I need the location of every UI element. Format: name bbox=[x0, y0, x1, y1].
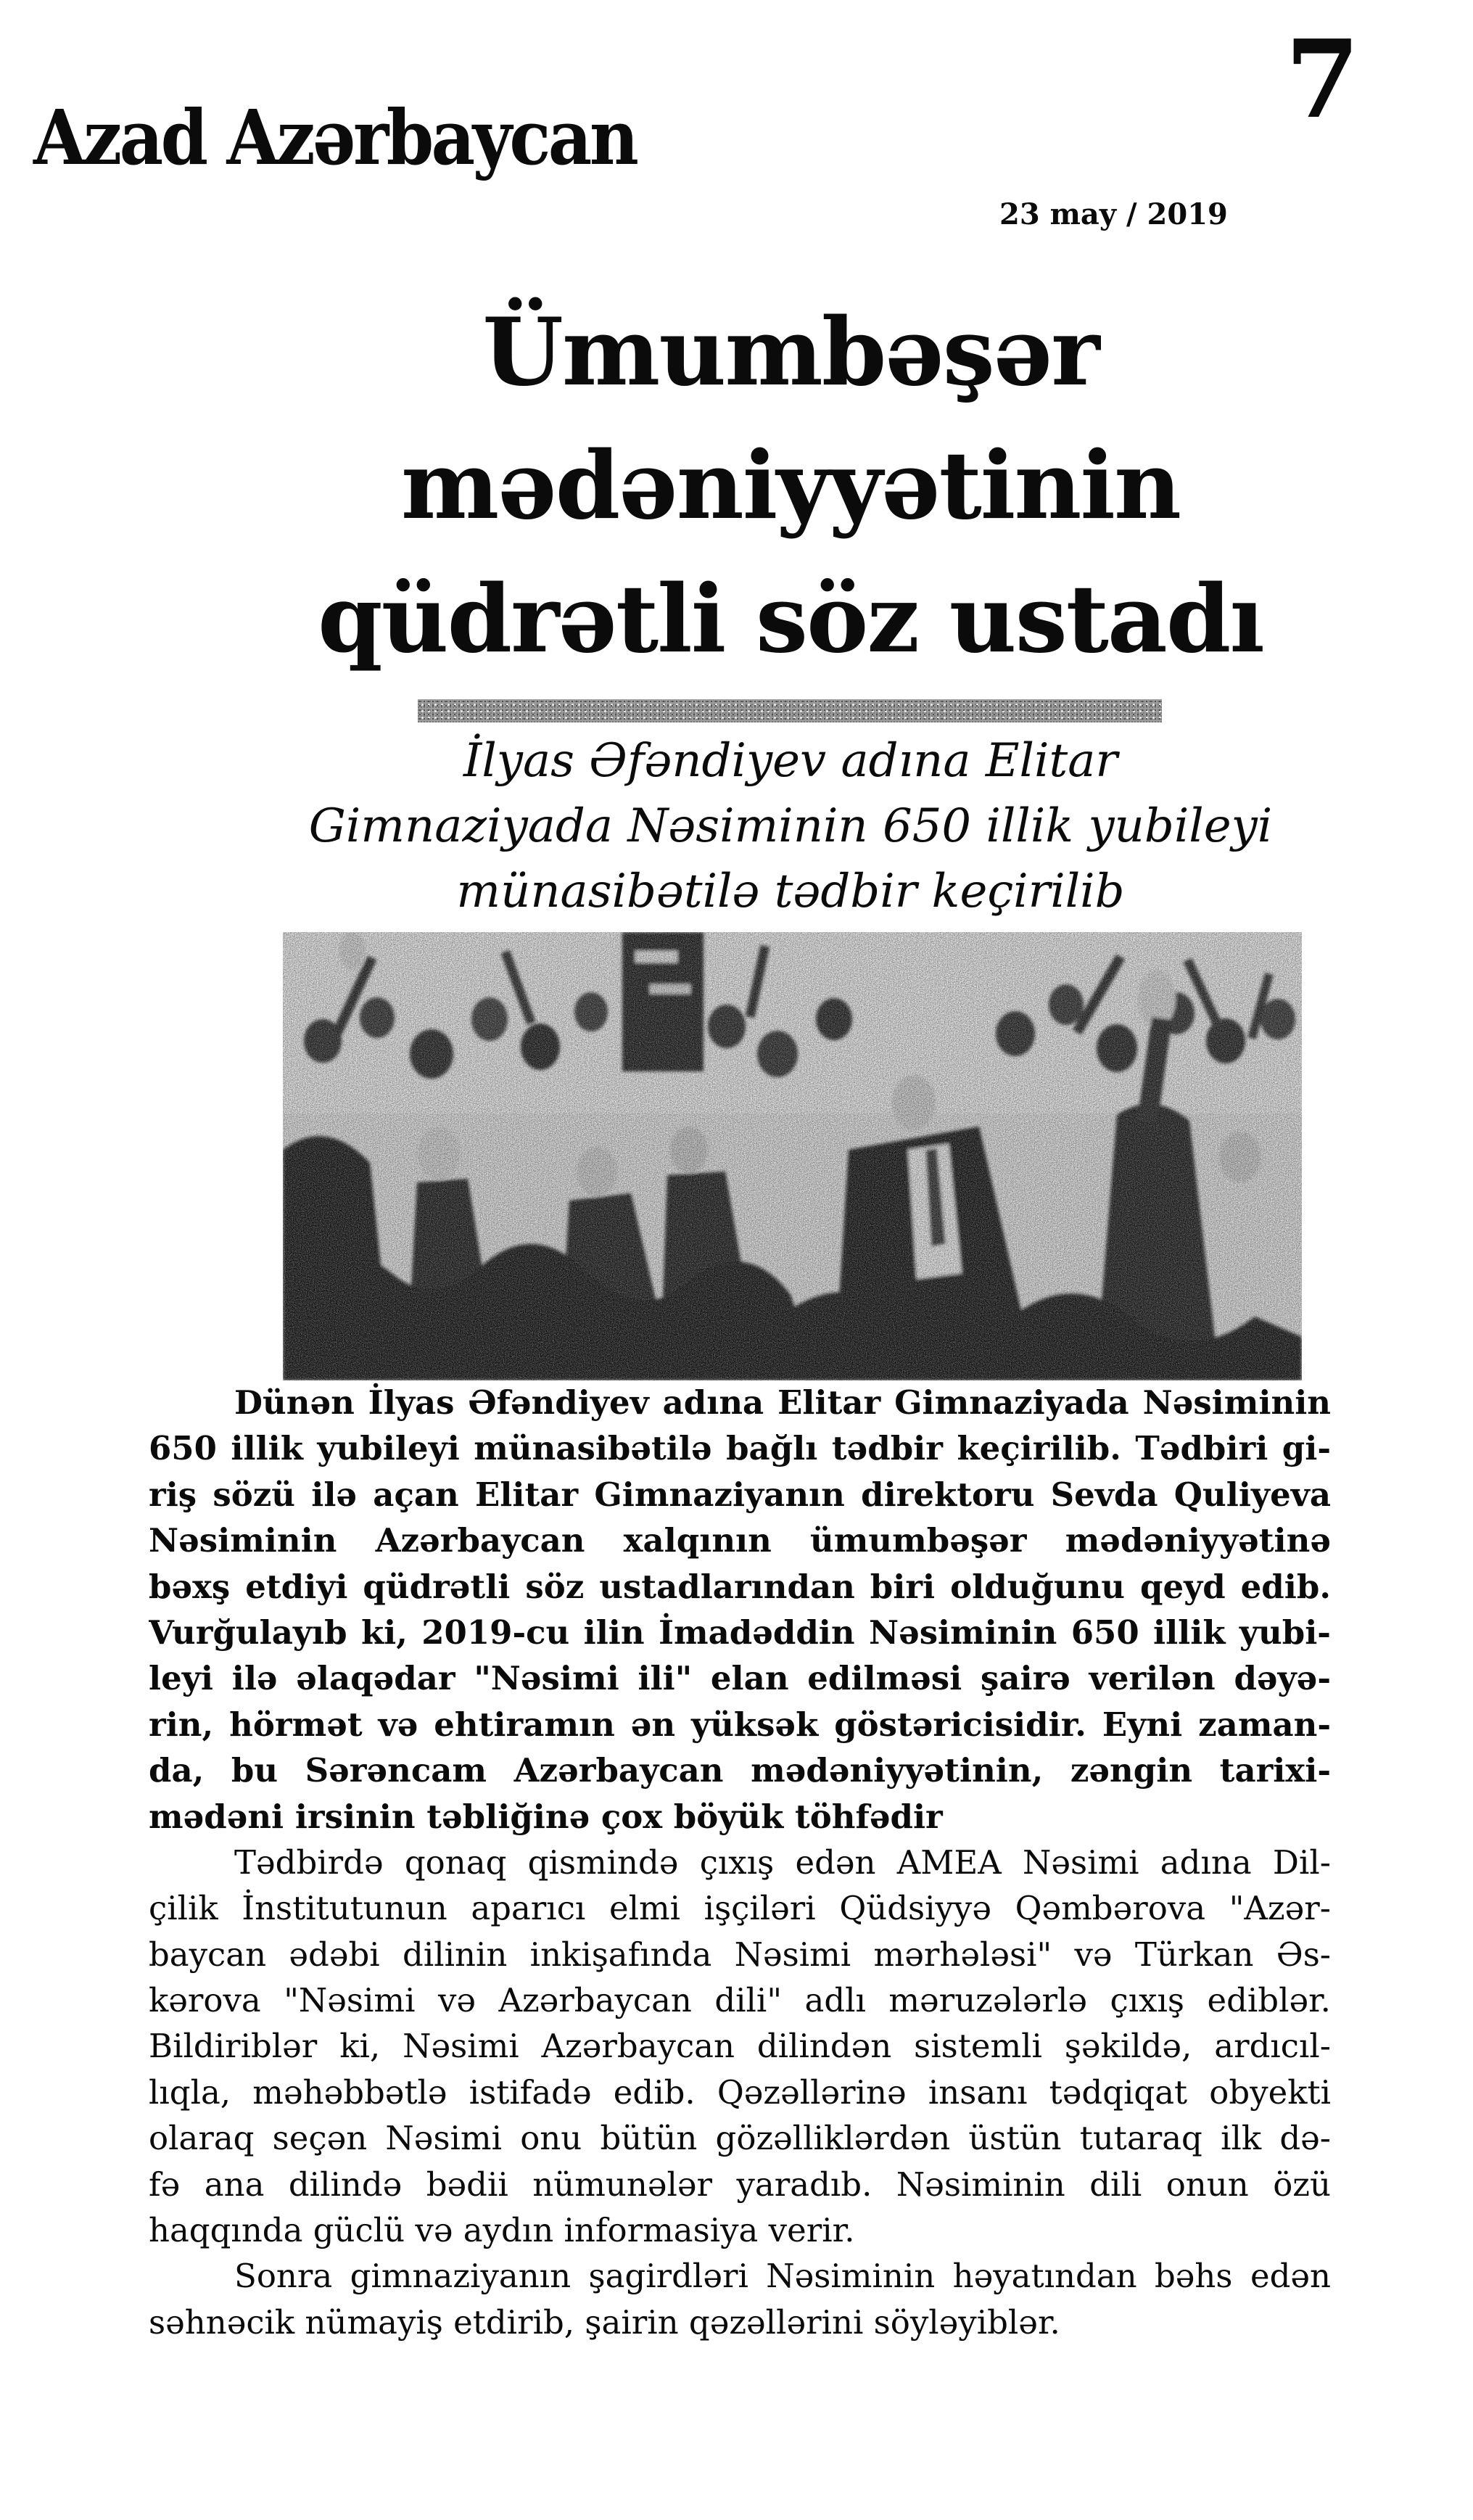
body-line: fə ana dilində bədii nümunələr yaradıb. Nəsiminin dili onun özü bbox=[149, 2165, 1331, 2204]
article-body bbox=[149, 1380, 1331, 2345]
headline-line-3: qüdrətli söz ustadı bbox=[318, 565, 1263, 674]
page-number: 7 bbox=[1285, 16, 1360, 142]
body-line: mədəni irsinin təbliğinə çox böyük töhfədir bbox=[149, 1797, 943, 1836]
subheadline-line-3: münasibətilə tədbir keçirilib bbox=[456, 865, 1125, 918]
body-line: Nəsiminin Azərbaycan xalqının ümumbəşər mədəniyyətinə bbox=[149, 1521, 1331, 1560]
body-line: rin, hörmət və ehtiramın ən yüksək göstəricisidir. Eyni zaman- bbox=[149, 1705, 1331, 1744]
body-line: Dünən İlyas Əfəndiyev adına Elitar Gimnaziyada Nəsiminin bbox=[234, 1383, 1331, 1422]
newspaper-masthead: Azad Azərbaycan bbox=[33, 93, 637, 182]
body-line: baycan ədəbi dilinin inkişafında Nəsimi mərhələsi" və Türkan Əs- bbox=[149, 1935, 1331, 1974]
issue-date: 23 may / 2019 bbox=[999, 197, 1228, 231]
body-line: kərova "Nəsimi və Azərbaycan dili" adlı məruzələrlə çıxış ediblər. bbox=[149, 1981, 1331, 2020]
body-line: bəxş etdiyi qüdrətli söz ustadlarından biri olduğunu qeyd edib. bbox=[149, 1567, 1331, 1606]
body-line: da, bu Sərəncam Azərbaycan mədəniyyətinin, zəngin tarixi- bbox=[149, 1751, 1331, 1790]
article-photo bbox=[283, 932, 1302, 1380]
body-line: çilik İnstitutunun aparıcı elmi işçiləri Qüdsiyyə Qəmbərova "Azər- bbox=[149, 1889, 1331, 1928]
body-line: Vurğulayıb ki, 2019-cu ilin İmadəddin Nəsiminin 650 illik yubi- bbox=[149, 1613, 1331, 1652]
body-line: lıqla, məhəbbətlə istifadə edib. Qəzəllərinə insanı tədqiqat obyekti bbox=[149, 2072, 1331, 2112]
body-line: Bildiriblər ki, Nəsimi Azərbaycan dilindən sistemli şəkildə, ardıcıl- bbox=[149, 2027, 1331, 2066]
body-line: səhnəcik nümayiş etdirib, şairin qəzəllərini söyləyiblər. bbox=[149, 2302, 1060, 2342]
body-line: 650 illik yubileyi münasibətilə bağlı tədbir keçirilib. Tədbiri gi- bbox=[149, 1429, 1331, 1468]
body-line: haqqında güclü və aydın informasiya verir. bbox=[149, 2211, 855, 2250]
subheadline-line-1: İlyas Əfəndiyev adına Elitar bbox=[463, 734, 1118, 788]
body-line: leyi ilə əlaqədar "Nəsimi ili" elan edilməsi şairə verilən dəyə- bbox=[149, 1659, 1331, 1698]
subheadline-line-2: Gimnaziyada Nəsiminin 650 illik yubileyi bbox=[308, 799, 1273, 853]
crowd-photo-illustration bbox=[283, 932, 1302, 1380]
article-headline bbox=[109, 286, 1472, 686]
body-line: olaraq seçən Nəsimi onu bütün gözəlliklərdən üstün tutaraq ilk də- bbox=[149, 2119, 1331, 2158]
body-line: Sonra gimnaziyanın şagirdləri Nəsiminin həyatından bəhs edən bbox=[234, 2257, 1331, 2296]
headline-line-2: mədəniyyətinin bbox=[400, 432, 1181, 540]
article-subheadline bbox=[109, 728, 1472, 924]
body-line: Tədbirdə qonaq qismində çıxış edən AMEA Nəsimi adına Dil- bbox=[234, 1842, 1331, 1882]
body-line: riş sözü ilə açan Elitar Gimnaziyanın direktoru Sevda Quliyeva bbox=[149, 1475, 1331, 1514]
headline-line-1: Ümumbəşər bbox=[482, 298, 1099, 407]
headline-divider bbox=[418, 699, 1162, 722]
